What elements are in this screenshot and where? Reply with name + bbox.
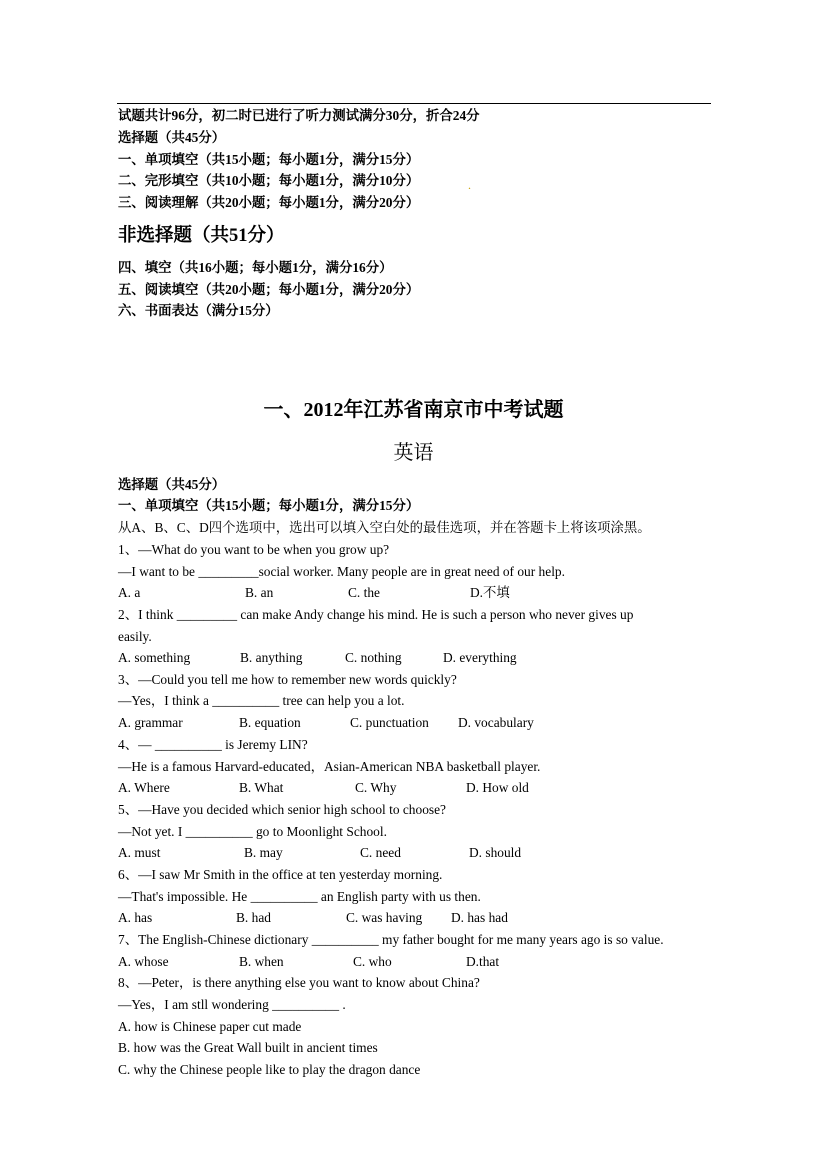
question-2-continuation: easily. <box>118 629 152 644</box>
part-1-summary: 一、单项填空（共15小题；每小题1分，满分15分） <box>118 152 420 167</box>
question-8-option-c: C. why the Chinese people like to play the dragon dance <box>118 1062 421 1077</box>
option-a: A. Where <box>118 780 170 795</box>
option-a: A. a <box>118 585 141 600</box>
question-5-prompt: 5、—Have you decided which senior high school to choose? <box>118 802 446 817</box>
option-b: B. equation <box>239 715 301 730</box>
exam-title: 一、2012年江苏省南京市中考试题 <box>263 399 564 421</box>
question-5-options <box>118 844 718 862</box>
option-c: C. punctuation <box>350 715 429 730</box>
option-d: D.不填 <box>470 585 510 600</box>
option-d: D. vocabulary <box>458 715 534 730</box>
question-1-response: —I want to be _________social worker. Many people are in great need of our help. <box>118 564 565 579</box>
question-4-prompt: 4、— __________ is Jeremy LIN? <box>118 737 308 752</box>
question-5-response: —Not yet. I __________ go to Moonlight School. <box>118 824 387 839</box>
question-6-options <box>118 909 718 927</box>
option-a: A. whose <box>118 954 169 969</box>
question-8-prompt: 8、—Peter，is there anything else you want to know about China? <box>118 975 480 990</box>
score-summary: 试题共计96分，初二时已进行了听力测试满分30分，折合24分 <box>118 108 480 123</box>
question-4-options <box>118 779 718 797</box>
option-c: C. who <box>353 954 392 969</box>
question-8-option-b: B. how was the Great Wall built in ancient times <box>118 1040 378 1055</box>
option-b: B. had <box>236 910 271 925</box>
option-d: D. should <box>469 845 522 860</box>
instructions: 从A、B、C、D四个选项中，选出可以填入空白处的最佳选项，并在答题卡上将该项涂黑。 <box>118 520 651 535</box>
option-a: A. has <box>118 910 153 925</box>
option-a: A. something <box>118 650 191 665</box>
option-d: D. How old <box>466 780 529 795</box>
question-3-response: —Yes，I think a __________ tree can help you a lot. <box>118 693 405 708</box>
option-b: B. an <box>245 585 274 600</box>
decorative-dot: . <box>468 178 471 192</box>
header-rule <box>117 103 711 104</box>
question-3-prompt: 3、—Could you tell me how to remember new words quickly? <box>118 672 457 687</box>
part-6-summary: 六、书面表达（满分15分） <box>118 303 279 318</box>
question-7-options <box>118 953 718 971</box>
question-8-option-a: A. how is Chinese paper cut made <box>118 1019 302 1034</box>
choice-section-heading: 选择题（共45分） <box>118 130 226 145</box>
part-4-summary: 四、填空（共16小题；每小题1分，满分16分） <box>118 260 393 275</box>
exam-subtitle: 英语 <box>393 442 434 464</box>
option-b: B. may <box>244 845 283 860</box>
non-choice-section-heading: 非选择题（共51分） <box>118 226 285 246</box>
exam-choice-section: 选择题（共45分） <box>118 477 226 492</box>
exam-part-1-heading: 一、单项填空（共15小题；每小题1分，满分15分） <box>118 498 420 513</box>
question-3-options <box>118 714 718 732</box>
question-1-prompt: 1、—What do you want to be when you grow up? <box>118 542 390 557</box>
question-1-options <box>118 584 718 602</box>
option-d: D.that <box>466 954 500 969</box>
option-c: C. the <box>348 585 380 600</box>
option-a: A. must <box>118 845 161 860</box>
option-c: C. nothing <box>345 650 402 665</box>
option-b: B. What <box>239 780 284 795</box>
option-d: D. everything <box>443 650 517 665</box>
option-b: B. anything <box>240 650 303 665</box>
part-2-summary: 二、完形填空（共10小题；每小题1分，满分10分） <box>118 173 420 188</box>
option-b: B. when <box>239 954 284 969</box>
question-6-prompt: 6、—I saw Mr Smith in the office at ten yesterday morning. <box>118 867 443 882</box>
option-c: C. was having <box>346 910 423 925</box>
question-4-response: —He is a famous Harvard-educated，Asian-American NBA basketball player. <box>118 759 541 774</box>
question-8-response: —Yes，I am stll wondering __________ . <box>118 997 346 1012</box>
question-2-options <box>118 649 718 667</box>
option-a: A. grammar <box>118 715 183 730</box>
part-3-summary: 三、阅读理解（共20小题；每小题1分，满分20分） <box>118 195 420 210</box>
question-6-response: —That's impossible. He __________ an English party with us then. <box>118 889 481 904</box>
question-2-prompt: 2、I think _________ can make Andy change his mind. He is such a person who never gives up <box>118 607 634 622</box>
option-c: C. need <box>360 845 401 860</box>
option-d: D. has had <box>451 910 508 925</box>
question-7-prompt: 7、The English-Chinese dictionary __________ my father bought for me many years ago is so value. <box>118 932 664 947</box>
part-5-summary: 五、阅读填空（共20小题；每小题1分，满分20分） <box>118 282 420 297</box>
option-c: C. Why <box>355 780 397 795</box>
